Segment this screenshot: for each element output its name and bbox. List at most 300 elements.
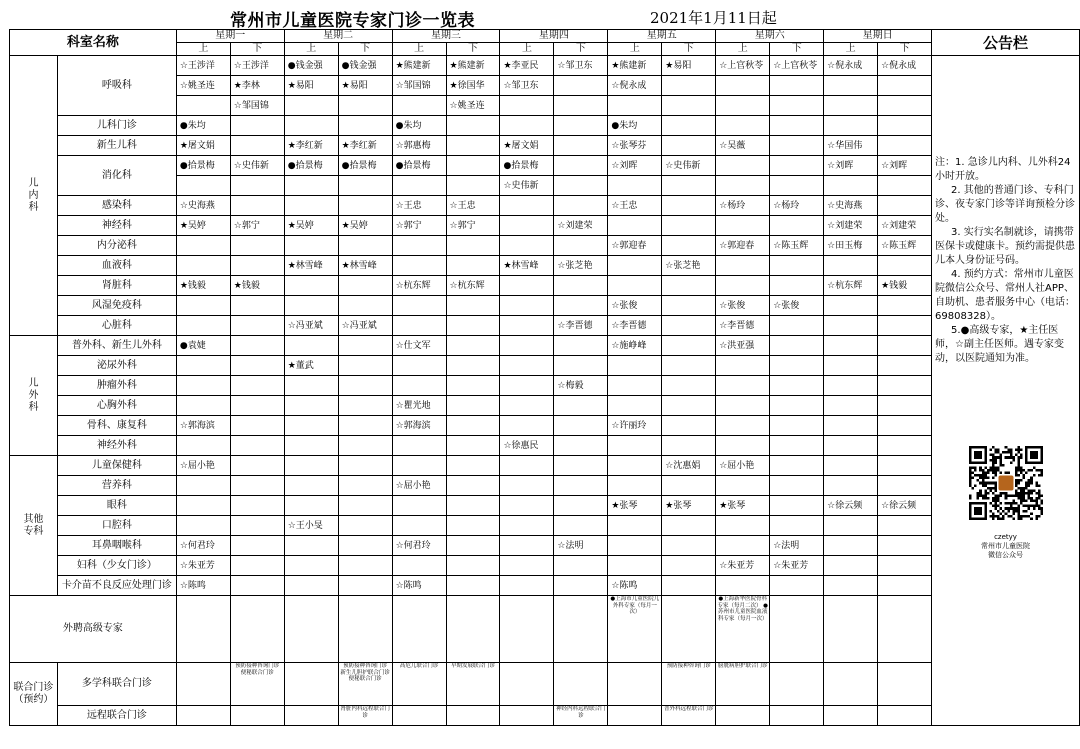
department-name: 骨科、康复科	[57, 416, 176, 436]
doctor-cell	[770, 76, 824, 96]
pm-header: 下	[770, 43, 824, 56]
doctor-cell	[338, 436, 392, 456]
doctor-cell	[176, 436, 230, 456]
doctor-cell	[338, 336, 392, 356]
doctor-cell	[554, 456, 608, 476]
qr-code-block	[956, 446, 1056, 560]
doctor-cell	[500, 336, 554, 356]
external-experts-label: 外聘高级专家	[10, 596, 177, 663]
doctor-cell	[500, 476, 554, 496]
doctor-cell	[392, 456, 446, 476]
table-row	[10, 376, 1080, 396]
doctor-cell	[662, 556, 716, 576]
joint-clinic-cell	[176, 706, 230, 726]
doctor-cell	[392, 556, 446, 576]
external-expert-cell	[446, 596, 500, 663]
table-row	[10, 136, 1080, 156]
joint-clinic-cell	[392, 706, 446, 726]
doctor-cell	[878, 96, 932, 116]
am-header: 上	[284, 43, 338, 56]
day-header: 星期三	[392, 30, 500, 43]
doctor-cell	[284, 236, 338, 256]
table-row	[10, 496, 1080, 516]
doctor-cell: ☆陈玉辉	[770, 236, 824, 256]
joint-clinic-row	[10, 706, 1080, 726]
joint-clinic-cell	[446, 706, 500, 726]
doctor-cell: ☆冯亚斌	[284, 316, 338, 336]
doctor-cell	[284, 376, 338, 396]
doctor-cell	[716, 356, 770, 376]
doctor-cell: ☆陈玉辉	[878, 236, 932, 256]
doctor-cell	[338, 476, 392, 496]
joint-clinic-cell: 膀胱病胆护联合门诊	[716, 663, 770, 706]
pm-header: 下	[230, 43, 284, 56]
doctor-cell: ☆陈鸣	[176, 576, 230, 596]
doctor-cell	[824, 76, 878, 96]
department-name: 神经外科	[57, 436, 176, 456]
doctor-cell: ☆郭宁	[446, 216, 500, 236]
doctor-cell	[338, 96, 392, 116]
am-header: 上	[500, 43, 554, 56]
doctor-cell	[770, 336, 824, 356]
doctor-cell	[338, 456, 392, 476]
doctor-cell	[716, 436, 770, 456]
doctor-cell: ☆何君玲	[392, 536, 446, 556]
doctor-cell	[770, 376, 824, 396]
joint-clinic-cell	[716, 706, 770, 726]
doctor-cell	[716, 176, 770, 196]
doctor-cell	[500, 356, 554, 376]
doctor-cell: ★徐国华	[446, 76, 500, 96]
joint-clinic-cell: 预防接种咨询门诊 新生儿胆护联合门诊 便秘联合门诊	[338, 663, 392, 706]
doctor-cell	[878, 296, 932, 316]
day-header: 星期一	[176, 30, 284, 43]
doctor-cell: ☆李晋德	[608, 316, 662, 336]
doctor-cell	[824, 556, 878, 576]
doctor-cell	[230, 336, 284, 356]
joint-clinic-cell	[878, 706, 932, 726]
doctor-cell	[446, 336, 500, 356]
notice-paragraph: 3. 实行实名制就诊，请携带医保卡或健康卡。预约需提供患儿本人身份证号码。	[935, 227, 1076, 266]
am-header: 上	[608, 43, 662, 56]
doctor-cell	[662, 516, 716, 536]
doctor-cell	[284, 96, 338, 116]
doctor-cell	[500, 276, 554, 296]
doctor-cell	[608, 96, 662, 116]
doctor-cell	[824, 476, 878, 496]
joint-clinic-cell: 高危儿联合门诊	[392, 663, 446, 706]
doctor-cell	[878, 376, 932, 396]
doctor-cell	[338, 556, 392, 576]
doctor-cell	[446, 416, 500, 436]
table-row	[10, 276, 1080, 296]
doctor-cell	[446, 456, 500, 476]
joint-clinic-name: 远程联合门诊	[57, 706, 176, 726]
external-expert-cell	[176, 596, 230, 663]
external-expert-cell	[284, 596, 338, 663]
effective-date: 2021年1月11日起	[650, 9, 777, 27]
external-expert-cell	[392, 596, 446, 663]
doctor-cell	[878, 196, 932, 216]
doctor-cell	[716, 276, 770, 296]
doctor-cell	[392, 176, 446, 196]
doctor-cell: ●袁婕	[176, 336, 230, 356]
doctor-cell: ●钱金强	[338, 56, 392, 76]
doctor-cell	[284, 176, 338, 196]
doctor-cell: ☆史海燕	[176, 196, 230, 216]
table-row	[10, 396, 1080, 416]
table-row	[10, 356, 1080, 376]
doctor-cell: ☆刘晖	[608, 156, 662, 176]
doctor-cell: ☆上官秋苓	[770, 56, 824, 76]
doctor-cell: ☆屈小艳	[392, 476, 446, 496]
external-expert-cell: ●上海新华医院骨科专家（每月二次） ●苏州市儿童医院血液科专家（每月一次）	[716, 596, 770, 663]
doctor-cell	[554, 136, 608, 156]
doctor-cell	[554, 356, 608, 376]
table-row	[10, 316, 1080, 336]
doctor-cell: ★吴婷	[176, 216, 230, 236]
doctor-cell: ☆陈鸣	[608, 576, 662, 596]
doctor-cell	[770, 496, 824, 516]
joint-clinic-cell	[230, 706, 284, 726]
doctor-cell	[392, 96, 446, 116]
doctor-cell: ★易阳	[662, 56, 716, 76]
doctor-cell	[446, 516, 500, 536]
joint-clinic-cell	[824, 663, 878, 706]
doctor-cell: ☆张俊	[608, 296, 662, 316]
doctor-cell: ☆朱亚芳	[176, 556, 230, 576]
table-row	[10, 536, 1080, 556]
doctor-cell	[338, 396, 392, 416]
external-expert-cell	[338, 596, 392, 663]
doctor-cell	[878, 416, 932, 436]
doctor-cell: ☆郭宁	[230, 216, 284, 236]
doctor-cell	[500, 216, 554, 236]
doctor-cell	[608, 516, 662, 536]
doctor-cell	[662, 116, 716, 136]
doctor-cell	[770, 476, 824, 496]
doctor-cell	[662, 416, 716, 436]
doctor-cell	[500, 236, 554, 256]
pm-header: 下	[554, 43, 608, 56]
doctor-cell	[338, 356, 392, 376]
doctor-cell	[878, 556, 932, 576]
doctor-cell	[446, 136, 500, 156]
doctor-cell: ☆梅毅	[554, 376, 608, 396]
doctor-cell: ●钱金强	[284, 56, 338, 76]
doctor-cell: ☆法明	[554, 536, 608, 556]
doctor-cell: ☆邹卫东	[554, 56, 608, 76]
doctor-cell	[662, 316, 716, 336]
doctor-cell	[554, 196, 608, 216]
doctor-cell	[554, 236, 608, 256]
doctor-cell	[878, 476, 932, 496]
department-name: 血液科	[57, 256, 176, 276]
doctor-cell	[770, 316, 824, 336]
doctor-cell	[230, 436, 284, 456]
external-expert-cell	[230, 596, 284, 663]
doctor-cell	[284, 336, 338, 356]
doctor-cell	[230, 176, 284, 196]
doctor-cell	[554, 76, 608, 96]
joint-clinic-cell	[554, 663, 608, 706]
doctor-cell: ☆姚圣连	[176, 76, 230, 96]
group-label: 其他 专科	[10, 456, 58, 596]
doctor-cell: ☆张俊	[716, 296, 770, 316]
doctor-cell	[338, 496, 392, 516]
doctor-cell	[770, 576, 824, 596]
doctor-cell: ☆洪亚强	[716, 336, 770, 356]
joint-clinic-cell: 肾脏内科远程联合门诊	[338, 706, 392, 726]
doctor-cell: ☆田玉梅	[824, 236, 878, 256]
day-header: 星期五	[608, 30, 716, 43]
doctor-cell	[662, 76, 716, 96]
doctor-cell	[230, 116, 284, 136]
doctor-cell	[770, 176, 824, 196]
department-name: 消化科	[57, 156, 176, 196]
day-header: 星期六	[716, 30, 824, 43]
doctor-cell	[500, 376, 554, 396]
doctor-cell	[662, 336, 716, 356]
doctor-cell	[608, 276, 662, 296]
doctor-cell: ☆上官秋苓	[716, 56, 770, 76]
doctor-cell	[824, 296, 878, 316]
doctor-cell	[284, 116, 338, 136]
external-expert-cell	[554, 596, 608, 663]
doctor-cell: ★易阳	[338, 76, 392, 96]
joint-clinic-cell	[608, 706, 662, 726]
doctor-cell	[770, 96, 824, 116]
doctor-cell	[230, 316, 284, 336]
doctor-cell	[878, 76, 932, 96]
doctor-cell: ☆郭迎春	[608, 236, 662, 256]
doctor-cell: ☆徐云频	[824, 496, 878, 516]
qr-id: czetyy	[994, 533, 1017, 541]
department-name: 口腔科	[57, 516, 176, 536]
doctor-cell	[392, 356, 446, 376]
doctor-cell	[284, 576, 338, 596]
doctor-cell	[284, 196, 338, 216]
table-row	[10, 256, 1080, 276]
doctor-cell	[554, 396, 608, 416]
doctor-cell	[716, 216, 770, 236]
doctor-cell: ★林雪峰	[338, 256, 392, 276]
doctor-cell	[338, 416, 392, 436]
department-name: 心脏科	[57, 316, 176, 336]
am-header: 上	[392, 43, 446, 56]
doctor-cell: ☆郭海滨	[392, 416, 446, 436]
doctor-cell	[230, 356, 284, 376]
doctor-cell	[608, 176, 662, 196]
doctor-cell: ☆倪永成	[824, 56, 878, 76]
doctor-cell: ★李林	[230, 76, 284, 96]
am-header: 上	[716, 43, 770, 56]
doctor-cell	[500, 536, 554, 556]
doctor-cell	[392, 516, 446, 536]
doctor-cell	[176, 376, 230, 396]
doctor-cell: ★张琴	[716, 496, 770, 516]
doctor-cell	[230, 556, 284, 576]
doctor-cell: ★屠文娟	[176, 136, 230, 156]
doctor-cell: ☆张芝艳	[554, 256, 608, 276]
joint-clinic-label: 联合门诊 （预约）	[10, 663, 58, 726]
doctor-cell	[716, 396, 770, 416]
doctor-cell: ★林雪峰	[500, 256, 554, 276]
doctor-cell: ☆王忠	[446, 196, 500, 216]
department-name: 卡介苗不良反应处理门诊	[57, 576, 176, 596]
doctor-cell	[446, 536, 500, 556]
doctor-cell: ☆史海燕	[824, 196, 878, 216]
doctor-cell	[500, 556, 554, 576]
doctor-cell: ☆李晋德	[554, 316, 608, 336]
doctor-cell: ●拾景梅	[284, 156, 338, 176]
doctor-cell	[608, 456, 662, 476]
external-expert-cell	[770, 596, 824, 663]
doctor-cell	[878, 136, 932, 156]
doctor-cell	[446, 576, 500, 596]
doctor-cell	[176, 396, 230, 416]
doctor-cell: ☆杭东辉	[392, 276, 446, 296]
joint-clinic-cell	[284, 663, 338, 706]
doctor-cell: ☆杭东辉	[446, 276, 500, 296]
doctor-cell: ☆何君玲	[176, 536, 230, 556]
doctor-cell	[878, 516, 932, 536]
doctor-cell	[284, 416, 338, 436]
joint-clinic-cell: 神经内科远程联合门诊	[554, 706, 608, 726]
doctor-cell	[284, 556, 338, 576]
doctor-cell: ☆朱亚芳	[770, 556, 824, 576]
table-row	[10, 336, 1080, 356]
doctor-cell	[230, 416, 284, 436]
doctor-cell: ★张琴	[662, 496, 716, 516]
table-row	[10, 236, 1080, 256]
doctor-cell	[446, 156, 500, 176]
doctor-cell	[446, 556, 500, 576]
doctor-cell	[176, 256, 230, 276]
doctor-cell: ☆郭宁	[392, 216, 446, 236]
doctor-cell: ★董武	[284, 356, 338, 376]
doctor-cell	[824, 336, 878, 356]
doctor-cell	[770, 116, 824, 136]
doctor-cell	[554, 476, 608, 496]
doctor-cell: ●拾景梅	[392, 156, 446, 176]
notice-paragraph: 2. 其他的普通门诊、专科门诊、夜专家门诊等详询预检分诊处。	[935, 185, 1076, 224]
table-row	[10, 56, 1080, 76]
doctor-cell: ☆张俊	[770, 296, 824, 316]
doctor-cell	[608, 216, 662, 236]
doctor-cell	[176, 296, 230, 316]
doctor-cell	[716, 256, 770, 276]
doctor-cell	[662, 276, 716, 296]
doctor-cell	[662, 236, 716, 256]
page-title: 常州市儿童医院专家门诊一览表	[230, 11, 475, 31]
doctor-cell: ●拾景梅	[500, 156, 554, 176]
doctor-cell	[230, 396, 284, 416]
doctor-cell	[446, 396, 500, 416]
table-row	[10, 156, 1080, 176]
department-name: 心胸外科	[57, 396, 176, 416]
dept-header: 科室名称	[10, 30, 177, 56]
doctor-cell: ☆李晋德	[716, 316, 770, 336]
doctor-cell: ☆郭迎春	[716, 236, 770, 256]
doctor-cell: ☆刘晖	[824, 156, 878, 176]
doctor-cell	[554, 116, 608, 136]
pm-header: 下	[338, 43, 392, 56]
doctor-cell	[230, 256, 284, 276]
doctor-cell	[878, 356, 932, 376]
department-name: 普外科、新生儿外科	[57, 336, 176, 356]
table-row	[10, 196, 1080, 216]
doctor-cell	[878, 256, 932, 276]
doctor-cell: ●朱均	[392, 116, 446, 136]
doctor-cell	[554, 176, 608, 196]
doctor-cell: ●朱均	[176, 116, 230, 136]
doctor-cell: ☆徐云频	[878, 496, 932, 516]
doctor-cell: ☆法明	[770, 536, 824, 556]
doctor-cell	[716, 416, 770, 436]
doctor-cell	[446, 496, 500, 516]
doctor-cell	[392, 436, 446, 456]
department-name: 新生儿科	[57, 136, 176, 156]
doctor-cell: ☆杨玲	[770, 196, 824, 216]
doctor-cell	[284, 296, 338, 316]
doctor-cell	[446, 256, 500, 276]
doctor-cell	[824, 356, 878, 376]
doctor-cell	[824, 316, 878, 336]
doctor-cell	[662, 96, 716, 116]
doctor-cell	[338, 276, 392, 296]
doctor-cell: ☆仕文军	[392, 336, 446, 356]
doctor-cell	[716, 576, 770, 596]
day-header: 星期二	[284, 30, 392, 43]
table-row	[10, 456, 1080, 476]
department-name: 儿科门诊	[57, 116, 176, 136]
table-row	[10, 416, 1080, 436]
doctor-cell	[824, 96, 878, 116]
doctor-cell	[608, 436, 662, 456]
doctor-cell	[392, 496, 446, 516]
doctor-cell: ☆刘建荣	[878, 216, 932, 236]
doctor-cell	[338, 516, 392, 536]
doctor-cell: ●拾景梅	[176, 156, 230, 176]
doctor-cell	[770, 456, 824, 476]
doctor-cell: ★李亚民	[500, 56, 554, 76]
doctor-cell: ☆郭惠梅	[392, 136, 446, 156]
doctor-cell	[230, 136, 284, 156]
joint-clinic-name: 多学科联合门诊	[57, 663, 176, 706]
doctor-cell: ☆杨玲	[716, 196, 770, 216]
doctor-cell	[338, 296, 392, 316]
doctor-cell: ☆王涉洋	[176, 56, 230, 76]
doctor-cell	[662, 356, 716, 376]
doctor-cell	[554, 436, 608, 456]
doctor-cell	[230, 456, 284, 476]
doctor-cell	[500, 416, 554, 436]
department-name: 神经科	[57, 216, 176, 236]
doctor-cell: ☆陈鸣	[392, 576, 446, 596]
doctor-cell	[284, 396, 338, 416]
doctor-cell	[608, 536, 662, 556]
doctor-cell	[608, 256, 662, 276]
doctor-cell: ☆张芝艳	[662, 256, 716, 276]
doctor-cell	[446, 476, 500, 496]
doctor-cell	[662, 216, 716, 236]
doctor-cell	[500, 576, 554, 596]
department-name: 妇科（少女门诊）	[57, 556, 176, 576]
doctor-cell	[824, 416, 878, 436]
doctor-cell	[338, 576, 392, 596]
doctor-cell: ★熊建新	[446, 56, 500, 76]
